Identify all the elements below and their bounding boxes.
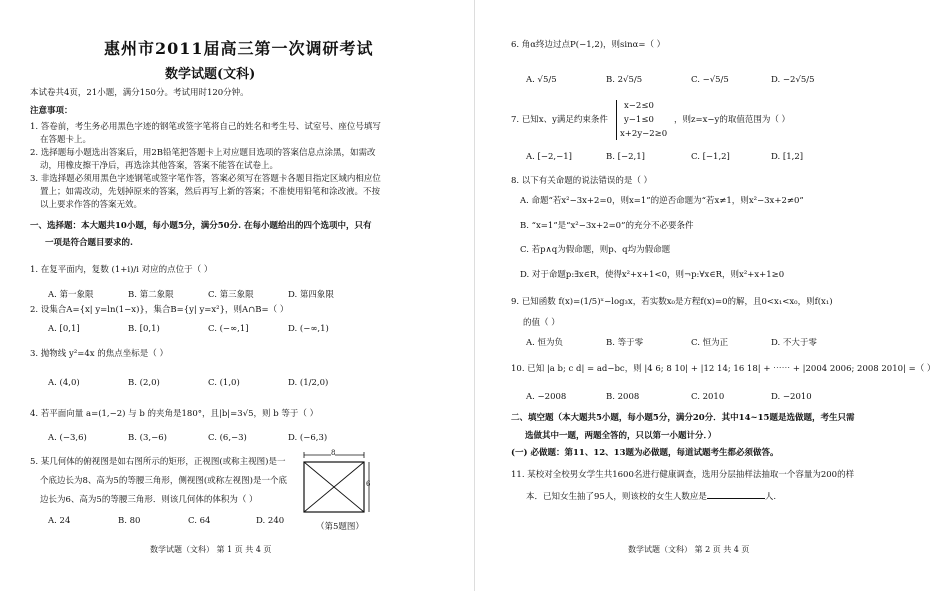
- q4-option-b: B. (3,−6): [128, 433, 167, 443]
- question-8: 8. 以下有关命题的说法错误的是（ ）: [511, 176, 653, 186]
- q6-option-c: C. −√5/5: [691, 75, 729, 85]
- question-5: 5. 某几何体的俯视图是如右图所示的矩形，正视图(或称主视图)是一: [30, 457, 286, 467]
- fig-length-label: 8: [331, 449, 336, 457]
- q9-option-a: A. 恒为负: [526, 338, 564, 348]
- notice-line: 置上；如需改动，先划掉原来的答案，然后再写上新的答案；不准使用铅笔和涂改液。不按: [40, 187, 381, 197]
- question-4: 4. 若平面向量 a=(1,−2) 与 b 的夹角是180°，且|b|=3√5，则 b 等于（ ）: [30, 409, 319, 419]
- q10-option-c: C. 2010: [691, 392, 725, 402]
- q3-option-a: A. (4,0): [48, 378, 80, 388]
- q3-option-b: B. (2,0): [128, 378, 160, 388]
- question-9: 9. 已知函数 f(x)=(1/5)ˣ−log₃x，若实数x₀是方程f(x)=0的解，且0<x₁<x₀，则f(x₁): [511, 297, 833, 307]
- q4-option-d: D. (−6,3): [288, 433, 328, 443]
- exam-subtitle: 数学试题(文科): [165, 67, 256, 82]
- fig-caption: （第5题图）: [316, 522, 364, 532]
- q5-option-c: C. 64: [188, 516, 211, 526]
- q5-figure-rectangle: [300, 452, 372, 518]
- q1-option-c: C. 第三象限: [208, 290, 254, 300]
- exam-page-1: [0, 0, 472, 591]
- question-10: 10. 已知 |a b; c d| = ad−bc，则 |4 6; 8 10| + |12 14; 16 18| + ⋯⋯ + |2004 2006; 2008 2010| =（ ）: [511, 364, 936, 374]
- q7-constraint: y−1≤0: [624, 115, 654, 125]
- notice-line: 3. 非选择题必须用黑色字迹钢笔或签字笔作答，答案必须写在答题卡各题目指定区域内相应位: [30, 174, 381, 184]
- q8-option-a: A. 命题“若x²−3x+2=0，则x=1”的逆否命题为“若x≠1，则x²−3x+2≠0”: [520, 196, 804, 206]
- question-5-cont: 边长为6、高为5的等腰三角形．则该几何体的体积为（ ）: [40, 495, 258, 505]
- q3-option-d: D. (1/2,0): [288, 378, 329, 388]
- page-divider: [474, 0, 475, 591]
- question-5-cont: 个底边长为8、高为5的等腰三角形，侧视图(或称左视图)是一个底: [40, 476, 287, 486]
- q11-answer-blank[interactable]: [707, 490, 765, 499]
- notice-line: 1. 答卷前，考生务必用黑色字迹的钢笔或签字笔将自己的姓名和考生号、试室号、座位号填写: [30, 122, 381, 132]
- q7-option-d: D. [1,2]: [771, 152, 804, 162]
- notice-line: 动，用橡皮擦干净后，再选涂其他答案，答案不能答在试卷上。: [40, 161, 279, 171]
- page-footer: 数学试题（文科） 第 2 页 共 4 页: [628, 545, 750, 554]
- q6-option-d: D. −2√5/5: [771, 75, 815, 85]
- q11-unit: 人.: [764, 492, 777, 502]
- page-footer: 数学试题（文科） 第 1 页 共 4 页: [150, 545, 272, 554]
- q1-option-b: B. 第二象限: [128, 290, 174, 300]
- question-7-tail: ，则z=x−y的取值范围为（ ）: [674, 115, 791, 125]
- exam-page-2: [478, 0, 950, 591]
- section-1-heading: 一、选择题：本大题共10小题，每小题5分，满分50分. 在每小题给出的四个选项中，只有: [30, 221, 372, 231]
- question-7: 7. 已知x、y满足约束条件: [511, 115, 608, 125]
- section-1-heading-cont: 一项是符合题目要求的.: [45, 238, 133, 248]
- question-11: 11. 某校对全校男女学生共1600名进行健康调查，选用分层抽样法抽取一个容量为200的样: [511, 470, 855, 480]
- fig-width-label: 6: [366, 480, 371, 488]
- q2-option-b: B. [0,1): [128, 324, 160, 334]
- q2-option-d: D. (−∞,1): [288, 324, 329, 334]
- q10-option-b: B. 2008: [606, 392, 640, 402]
- q6-option-b: B. 2√5/5: [606, 75, 643, 85]
- q2-option-a: A. [0,1]: [48, 324, 80, 334]
- q9-option-b: B. 等于零: [606, 338, 644, 348]
- section-2-heading-cont: 选做其中一题，两题全答的，只以第一小题计分．）: [525, 431, 717, 441]
- q8-option-c: C. 若p∧q为假命题，则p、q均为假命题: [520, 245, 671, 255]
- q7-option-c: C. [−1,2]: [691, 152, 730, 162]
- q8-option-d: D. 对于命题p:∃x∈R，使得x²+x+1<0，则¬p:∀x∈R，则x²+x+1≥0: [520, 270, 785, 280]
- q10-option-d: D. −2010: [771, 392, 812, 402]
- question-2: 2. 设集合A={x| y=ln(1−x)}，集合B={y| y=x²}，则A∩B=（ ）: [30, 305, 289, 315]
- q10-option-a: A. −2008: [526, 392, 567, 402]
- q9-option-d: D. 不大于零: [771, 338, 817, 348]
- q7-option-a: A. [−2,−1]: [526, 152, 572, 162]
- notice-line: 以上要求作答的答案无效。: [40, 200, 143, 210]
- q2-option-c: C. (−∞,1]: [208, 324, 249, 334]
- notice-heading: 注意事项：: [30, 106, 73, 116]
- q6-option-a: A. √5/5: [526, 75, 557, 85]
- q9-option-c: C. 恒为正: [691, 338, 729, 348]
- question-11-cont: [526, 490, 776, 503]
- q7-option-b: B. [−2,1]: [606, 152, 645, 162]
- exam-intro: 本试卷共4页，21小题，满分150分。考试用时120分钟。: [30, 88, 249, 98]
- question-3: 3. 抛物线 y²=4x 的焦点坐标是（ ）: [30, 349, 168, 359]
- question-1: 1. 在复平面内，复数 (1+i)/i 对应的点位于（ ）: [30, 265, 213, 275]
- question-9-cont: 的值（ ）: [523, 318, 560, 328]
- q5-option-a: A. 24: [48, 516, 71, 526]
- q11-text: 本．已知女生抽了95人，则该校的女生人数应是: [526, 492, 707, 502]
- q1-option-d: D. 第四象限: [288, 290, 334, 300]
- q5-option-b: B. 80: [118, 516, 141, 526]
- q8-option-b: B. “x=1”是“x²−3x+2=0”的充分不必要条件: [520, 221, 694, 231]
- section-2-heading: 二、填空题（本大题共5小题，每小题5分，满分20分．其中14~15题是选做题，考生只需: [511, 413, 855, 423]
- q7-constraint: x+2y−2≥0: [620, 129, 668, 139]
- q5-option-d: D. 240: [256, 516, 285, 526]
- q4-option-c: C. (6,−3): [208, 433, 247, 443]
- required-heading: (一) 必做题：第11、12、13题为必做题，每道试题考生都必须做答。: [511, 448, 779, 458]
- q3-option-c: C. (1,0): [208, 378, 240, 388]
- question-6: 6. 角α终边过点P(−1,2)，则sinα=（ ）: [511, 40, 666, 50]
- q4-option-a: A. (−3,6): [48, 433, 87, 443]
- exam-title: 惠州市2011届高三第一次调研考试: [104, 39, 374, 58]
- notice-line: 在答题卡上。: [40, 135, 92, 145]
- q7-constraint: x−2≤0: [624, 101, 654, 111]
- notice-line: 2. 选择题每小题选出答案后，用2B铅笔把答题卡上对应题目选项的答案信息点涂黑，如需改: [30, 148, 376, 158]
- q1-option-a: A. 第一象限: [48, 290, 94, 300]
